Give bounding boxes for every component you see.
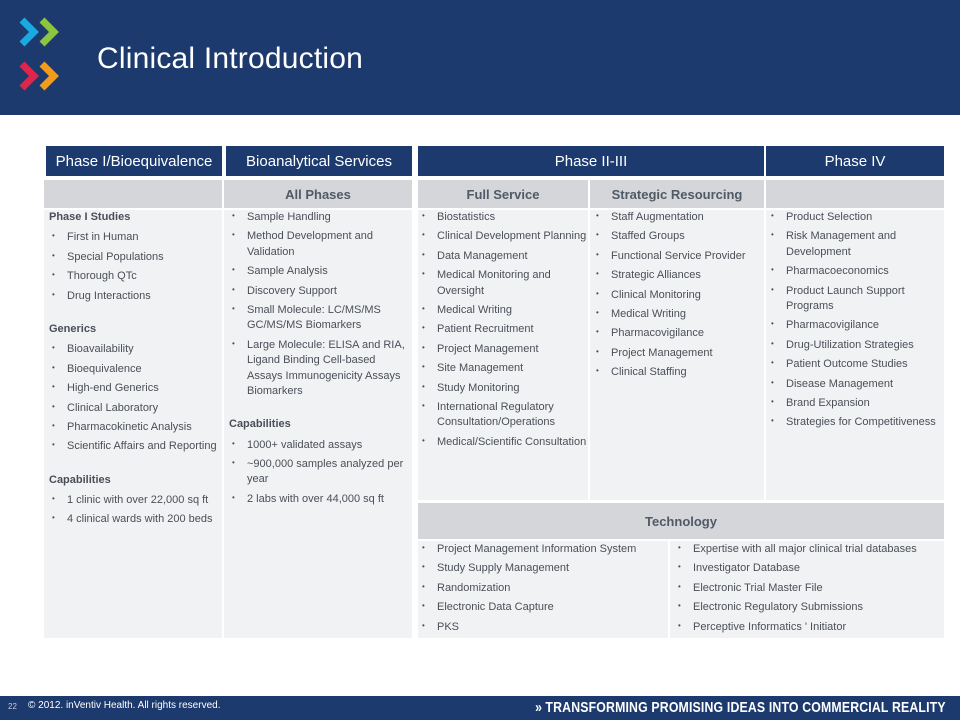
list-item: • Site Management — [419, 361, 587, 376]
list-item: • Product Launch Support Programs — [768, 284, 943, 315]
page-title: Clinical Introduction — [97, 42, 363, 75]
list-item: • Investigator Database — [675, 561, 943, 576]
list-item: • Staff Augmentation — [593, 210, 763, 225]
copyright-text: © 2012. inVentiv Health. All rights reserved. — [28, 700, 221, 711]
list-item: • Medical/Scientific Consultation — [419, 435, 587, 450]
list-item: • Pharmacovigilance — [593, 326, 763, 341]
list-item: • International Regulatory Consultation/Operations — [419, 400, 587, 431]
list-item: • Electronic Data Capture — [419, 600, 667, 615]
list-item: • Project Management — [593, 346, 763, 361]
list-item: • 4 clinical wards with 200 beds — [49, 512, 221, 527]
list-item: • Disease Management — [768, 377, 943, 392]
list-item: • Pharmacoeconomics — [768, 264, 943, 279]
list-item: • Large Molecule: ELISA and RIA, Ligand Binding Cell-based Assays Immunogenicity Assays Biomarkers — [229, 338, 409, 400]
technology-right-content — [675, 542, 943, 639]
page-number: 22 — [8, 702, 17, 711]
list-item: • First in Human — [49, 230, 221, 245]
full-service-subheader: Full Service — [418, 180, 588, 208]
list-item: • Small Molecule: LC/MS/MS GC/MS/MS Biomarkers — [229, 303, 409, 334]
bioanalytical-content — [229, 210, 409, 511]
list-item: • Pharmacovigilance — [768, 318, 943, 333]
list-item: • Drug Interactions — [49, 289, 221, 304]
phase4-subheader — [766, 180, 944, 208]
list-item: • Staffed Groups — [593, 229, 763, 244]
strategic-resourcing-content — [593, 210, 763, 385]
list-item: • 2 labs with over 44,000 sq ft — [229, 492, 409, 507]
phase1-header: Phase I/Bioequivalence — [46, 146, 222, 176]
list-item: • Clinical Monitoring — [593, 288, 763, 303]
list-item: • Data Management — [419, 249, 587, 264]
phase1-subheader — [44, 180, 222, 208]
list-item: • Patient Recruitment — [419, 322, 587, 337]
bioanalytical-capabilities-heading: Capabilities — [229, 418, 291, 431]
list-item: • Risk Management and Development — [768, 229, 943, 260]
list-item: • Study Supply Management — [419, 561, 667, 576]
list-item: • Pharmacokinetic Analysis — [49, 420, 221, 435]
list-item: • Bioequivalence — [49, 362, 221, 377]
technology-subheader: Technology — [418, 503, 944, 539]
list-item: • Scientific Affairs and Reporting — [49, 439, 221, 454]
list-item: • Medical Writing — [419, 303, 587, 318]
strategic-resourcing-subheader: Strategic Resourcing — [590, 180, 764, 208]
phase4-content — [768, 210, 943, 435]
list-item: • Thorough QTc — [49, 269, 221, 284]
phase4-header: Phase IV — [766, 146, 944, 176]
list-item: • Randomization — [419, 581, 667, 596]
list-item: • Patient Outcome Studies — [768, 357, 943, 372]
list-item: • 1000+ validated assays — [229, 438, 409, 453]
generics-heading: Generics — [49, 322, 97, 335]
list-item: • Product Selection — [768, 210, 943, 225]
list-item: • Special Populations — [49, 250, 221, 265]
list-item: • Study Monitoring — [419, 381, 587, 396]
list-item: • Clinical Laboratory — [49, 401, 221, 416]
list-item: • Strategies for Competitiveness — [768, 415, 943, 430]
list-item: • Expertise with all major clinical trial databases — [675, 542, 943, 557]
footer-bar — [0, 696, 960, 720]
list-item: • PKS — [419, 620, 667, 635]
phase1-content — [49, 210, 221, 532]
list-item: • Method Development and Validation — [229, 229, 409, 260]
list-item: • Functional Service Provider — [593, 249, 763, 264]
list-item: • Medical Writing — [593, 307, 763, 322]
bioanalytical-header: Bioanalytical Services — [226, 146, 412, 176]
list-item: • Sample Analysis — [229, 264, 409, 279]
inventiv-logo-icon — [14, 10, 84, 100]
list-item: • Drug-Utilization Strategies — [768, 338, 943, 353]
list-item: • Perceptive Informatics ' Initiator — [675, 620, 943, 635]
list-item: • Strategic Alliances — [593, 268, 763, 283]
list-item: • Clinical Staffing — [593, 365, 763, 380]
list-item: • Sample Handling — [229, 210, 409, 225]
list-item: • Electronic Trial Master File — [675, 581, 943, 596]
all-phases-subheader: All Phases — [224, 180, 412, 208]
list-item: • Brand Expansion — [768, 396, 943, 411]
list-item: • Clinical Development Planning — [419, 229, 587, 244]
list-item: • 1 clinic with over 22,000 sq ft — [49, 493, 221, 508]
tagline — [535, 699, 946, 716]
list-item: • Biostatistics — [419, 210, 587, 225]
list-item: • Project Management Information System — [419, 542, 667, 557]
phase1-capabilities-heading: Capabilities — [49, 473, 111, 486]
list-item: • Discovery Support — [229, 284, 409, 299]
header-bar — [0, 0, 960, 115]
list-item: • Project Management — [419, 342, 587, 357]
full-service-content — [419, 210, 587, 454]
tagline-text: TRANSFORMING PROMISING IDEAS INTO COMMERCIAL REALITY — [545, 699, 946, 716]
list-item: • High-end Generics — [49, 381, 221, 396]
phase2-3-header: Phase II-III — [418, 146, 764, 176]
list-item: • Bioavailability — [49, 342, 221, 357]
technology-left-content — [419, 542, 667, 639]
list-item: • Medical Monitoring and Oversight — [419, 268, 587, 299]
double-chevron-icon: » — [535, 699, 543, 716]
list-item: • ~900,000 samples analyzed per year — [229, 457, 409, 488]
phase1-studies-heading: Phase I Studies — [49, 211, 131, 223]
list-item: • Electronic Regulatory Submissions — [675, 600, 943, 615]
